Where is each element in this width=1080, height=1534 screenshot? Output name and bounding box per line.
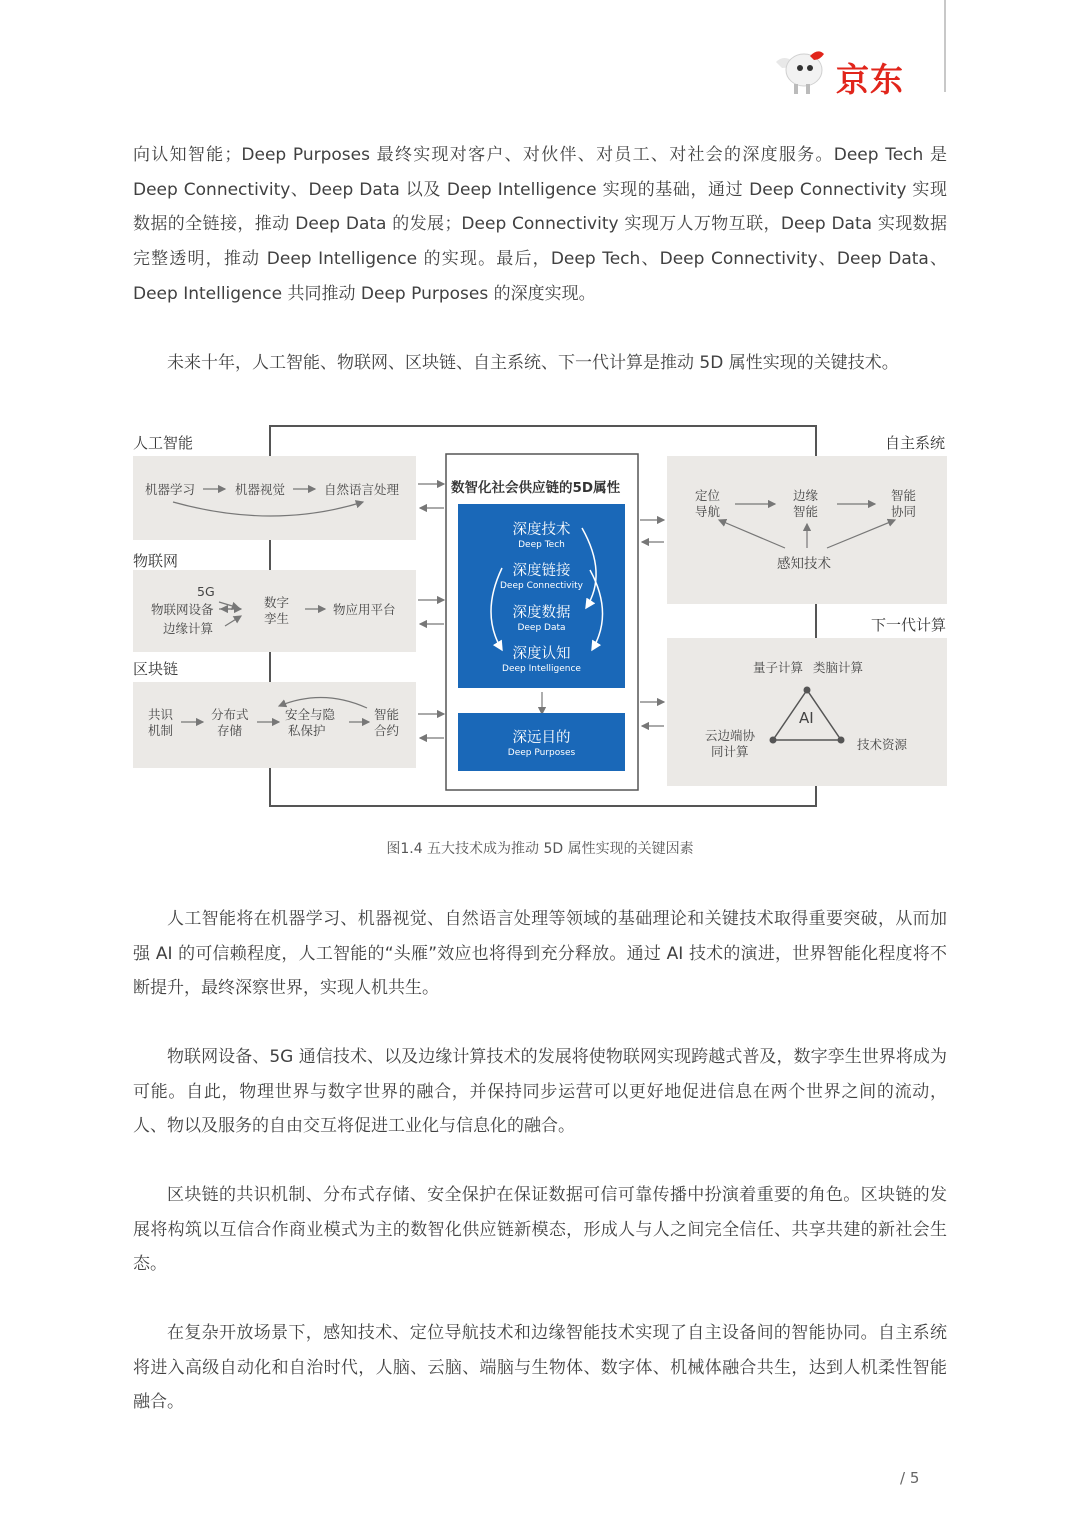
layer-deep-tech-zh: 深度技术: [512, 522, 571, 538]
layer-deep-purposes-en: Deep Purposes: [507, 748, 576, 758]
auto-item-perception: 感知技术: [777, 556, 831, 572]
figure-caption: 图1.4 五大技术成为推动 5D 属性实现的关键因素: [386, 841, 694, 857]
bc-item-storage-1: 分布式: [211, 707, 249, 722]
layer-deep-data: [458, 601, 625, 633]
auto-item-collab-1: 智能: [891, 488, 917, 503]
auto-item-edge-1: 边缘: [793, 488, 819, 503]
bc-item-contract-2: 合约: [374, 723, 400, 738]
iot-box: [133, 570, 416, 652]
center-title: 数智化社会供应链的5D属性: [451, 480, 621, 496]
nextgen-label: 下一代计算: [871, 616, 947, 634]
nextgen-box: [667, 638, 947, 786]
auto-item-loc-2: 导航: [695, 504, 721, 519]
paragraph-5: 区块链的共识机制、分布式存储、安全保护在保证数据可信可靠传播中扮演着重要的角色。区块链的发展将构筑以互信合作商业模式为主的数智化供应链新模态，形成人与人之间完全信任、共享共建的新社会生态。: [133, 1185, 947, 1275]
iot-item-devices: 物联网设备: [151, 602, 214, 617]
layer-deep-connectivity-zh: 深度链接: [512, 563, 571, 579]
iot-item-twin: 孪生: [264, 611, 290, 626]
nextgen-item-brain: 类脑计算: [813, 660, 864, 675]
autonomous-arrows: [667, 456, 947, 604]
auto-item-loc-1: 定位: [695, 488, 721, 503]
page-number: / 5: [900, 1469, 920, 1487]
bc-item-consensus-1: 共识: [148, 707, 174, 722]
layer-deep-purposes-zh: 深远目的: [512, 730, 571, 746]
autonomous-box: [667, 456, 947, 604]
layer-deep-intelligence: [458, 642, 625, 674]
layer-deep-connectivity-en: Deep Connectivity: [500, 581, 583, 591]
jd-logo-text: 京东: [836, 60, 904, 99]
iot-item-edge: 边缘计算: [163, 621, 214, 636]
layer-deep-purposes: [458, 726, 625, 758]
ai-label: 人工智能: [133, 434, 194, 452]
nextgen-item-resources: 技术资源: [857, 737, 908, 752]
nextgen-item-cloud-2: 同计算: [711, 744, 749, 759]
ai-item-cv: 机器视觉: [235, 482, 286, 497]
bc-item-security-2: 私保护: [288, 723, 326, 738]
auto-item-edge-2: 智能: [793, 504, 819, 519]
iot-item-5g: 5G: [197, 584, 215, 599]
auto-item-collab-2: 协同: [891, 504, 917, 519]
ai-arrows: [133, 456, 416, 540]
iot-item-digital: 数字: [264, 595, 290, 610]
bc-item-contract-1: 智能: [374, 707, 400, 722]
paragraph-1: 向认知智能；Deep Purposes 最终实现对客户、对伙伴、对员工、对社会的深度服务。Deep Tech 是 Deep Connectivity、Deep Data 以及 Deep Intelligence 实现的基础，通过 Deep Connectivity 实现数据的全链接，推动 Deep Data 的发展；Deep Connectivity 实现万人万物互联，Deep Data 实现数据完整透明，推动 Deep Intelligence 的实现。最后，Deep Tech、Deep Connectivity、Deep Data、Deep Intelligence 共同推动 Deep Purposes 的深度实现。: [133, 145, 947, 304]
five-tech-diagram: [133, 420, 947, 810]
layer-deep-tech: [458, 518, 625, 550]
5d-layers-box: [458, 504, 625, 688]
layer-deep-intelligence-zh: 深度认知: [512, 646, 571, 662]
paragraph-3: 人工智能将在机器学习、机器视觉、自然语言处理等领域的基础理论和关键技术取得重要突破，从而加强 AI 的可信赖程度，人工智能的“头雁”效应也将得到充分释放。通过 AI 技术的演进，世界智能化程度将不断提升，最终深察世界，实现人机共生。: [133, 909, 947, 999]
layer-deep-connectivity: [458, 559, 625, 591]
deep-purposes-box: [458, 713, 625, 771]
header-divider: [944, 0, 946, 92]
blockchain-box: [133, 682, 416, 768]
nextgen-item-quantum: 量子计算: [753, 660, 804, 675]
layer-deep-data-en: Deep Data: [517, 623, 566, 633]
layer-deep-data-zh: 深度数据: [512, 605, 571, 621]
paragraph-6: 在复杂开放场景下，感知技术、定位导航技术和边缘智能技术实现了自主设备间的智能协同。自主系统将进入高级自动化和自治时代，人脑、云脑、端脑与生物体、数字体、机械体融合共生，达到人机柔性智能融合。: [133, 1323, 947, 1413]
bc-item-storage-2: 存储: [217, 723, 243, 738]
bc-item-security-1: 安全与隐: [285, 707, 336, 722]
nextgen-item-ai: AI: [799, 709, 814, 727]
paragraph-2: 未来十年，人工智能、物联网、区块链、自主系统、下一代计算是推动 5D 属性实现的关键技术。: [167, 353, 899, 373]
paragraph-4: 物联网设备、5G 通信技术、以及边缘计算技术的发展将使物联网实现跨越式普及，数字孪生世界将成为可能。自此，物理世界与数字世界的融合，并保持同步运营可以更好地促进信息在两个世界之间的流动，人、物以及服务的自由交互将促进工业化与信息化的融合。: [133, 1047, 947, 1137]
ai-item-ml: 机器学习: [145, 482, 196, 497]
iot-label: 物联网: [133, 552, 179, 570]
nextgen-item-cloud-1: 云边端协: [705, 728, 756, 743]
ai-box: [133, 456, 416, 540]
blockchain-label: 区块链: [133, 660, 179, 678]
ai-item-nlp: 自然语言处理: [324, 482, 400, 497]
layer-deep-intelligence-en: Deep Intelligence: [502, 664, 581, 674]
bc-item-consensus-2: 机制: [148, 723, 174, 738]
autonomous-label: 自主系统: [885, 434, 946, 452]
iot-item-platform: 物应用平台: [333, 602, 396, 617]
layer-deep-tech-en: Deep Tech: [518, 540, 565, 550]
